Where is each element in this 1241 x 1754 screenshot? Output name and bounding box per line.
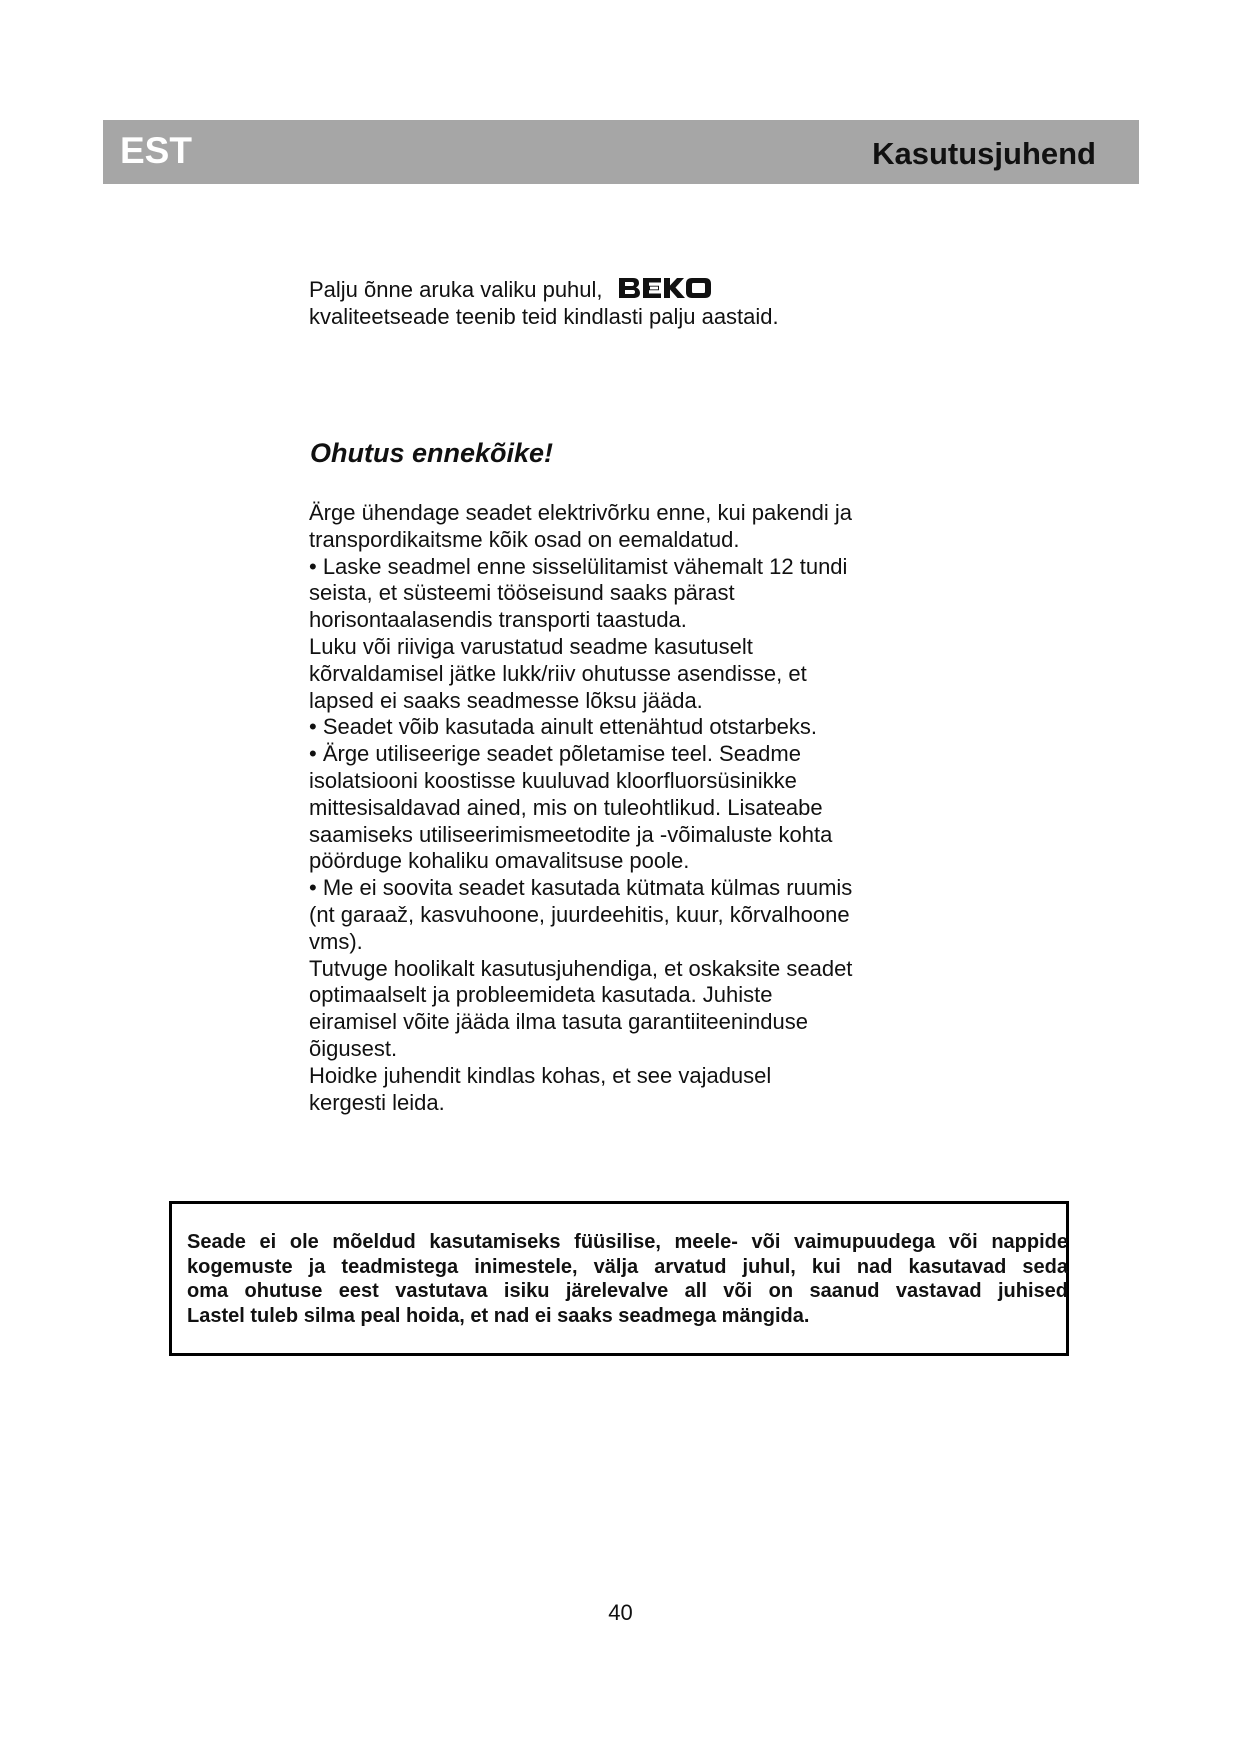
body-line: vms). [309, 928, 363, 954]
warning-notice-text [187, 1230, 1068, 1328]
body-line: lapsed ei saaks seadmesse lõksu jääda. [309, 687, 703, 713]
notice-line: Seade ei ole mõeldud kasutamiseks füüsilise, meele- või vaimupuudega või nappide [187, 1231, 1068, 1253]
body-line: • Ärge utiliseerige seadet põletamise teel. Seadme [309, 741, 801, 767]
body-line: optimaalselt ja probleemideta kasutada. Juhiste [309, 982, 773, 1008]
body-line: horisontaalasendis transporti taastuda. [309, 607, 687, 633]
page-number: 40 [608, 1600, 633, 1625]
body-line: Ärge ühendage seadet elektrivõrku enne, kui pakendi ja [309, 500, 853, 525]
notice-line: Lastel tuleb silma peal hoida, et nad ei saaks seadmega mängida. [187, 1304, 810, 1327]
intro-line-2: kvaliteetseade teenib teid kindlasti palju aastaid. [309, 304, 779, 330]
intro-line-1 [309, 276, 949, 303]
body-line: saamiseks utiliseerimismeetodite ja -võimaluste kohta [309, 821, 833, 847]
notice-line: kogemuste ja teadmistega inimestele, välja arvatud juhul, kui nad kasutavad seda [187, 1255, 1068, 1278]
intro-text: Palju õnne aruka valiku puhul, [309, 277, 603, 302]
warning-notice-box [169, 1201, 1069, 1356]
safety-body [309, 500, 929, 1116]
document-title: Kasutusjuhend [872, 136, 1096, 171]
body-line: mittesisaldavad ained, mis on tuleohtlikud. Lisateabe [309, 794, 823, 820]
body-line: • Seadet võib kasutada ainult ettenähtud otstarbeks. [309, 714, 817, 740]
body-line: • Laske seadmel enne sisselülitamist vähemalt 12 tundi [309, 553, 848, 579]
body-line: Luku või riiviga varustatud seadme kasutuselt [309, 633, 753, 659]
language-code: EST [120, 130, 192, 171]
notice-line: oma ohutuse eest vastutava isiku järelevalve all või on saanud vastavad juhised [187, 1280, 1068, 1302]
body-line: (nt garaaž, kasvuhoone, juurdeehitis, kuur, kõrvalhoone [309, 901, 850, 927]
body-line: • Me ei soovita seadet kasutada kütmata külmas ruumis [309, 875, 853, 901]
safety-heading: Ohutus ennekõike! [310, 438, 554, 468]
beko-logo [617, 276, 713, 300]
body-line: seista, et süsteemi tööseisund saaks pärast [309, 580, 735, 606]
body-line: transpordikaitsme kõik osad on eemaldatud. [309, 526, 740, 552]
intro-paragraph [309, 276, 949, 330]
body-line: õigusest. [309, 1035, 398, 1061]
body-line: Hoidke juhendit kindlas kohas, et see vajadusel [309, 1062, 772, 1088]
body-line: kergesti leida. [309, 1089, 445, 1115]
body-line: kõrvaldamisel jätke lukk/riiv ohutusse asendisse, et [309, 660, 807, 686]
header-bar [103, 120, 1139, 184]
body-line: isolatsiooni koostisse kuuluvad kloorfluorsüsinikke [309, 767, 797, 793]
body-line: eiramisel võite jääda ilma tasuta garantiiteeninduse [309, 1009, 808, 1035]
body-line: Tutvuge hoolikalt kasutusjuhendiga, et oskaksite seadet [309, 955, 853, 981]
body-line: pöörduge kohaliku omavalitsuse poole. [309, 848, 690, 874]
